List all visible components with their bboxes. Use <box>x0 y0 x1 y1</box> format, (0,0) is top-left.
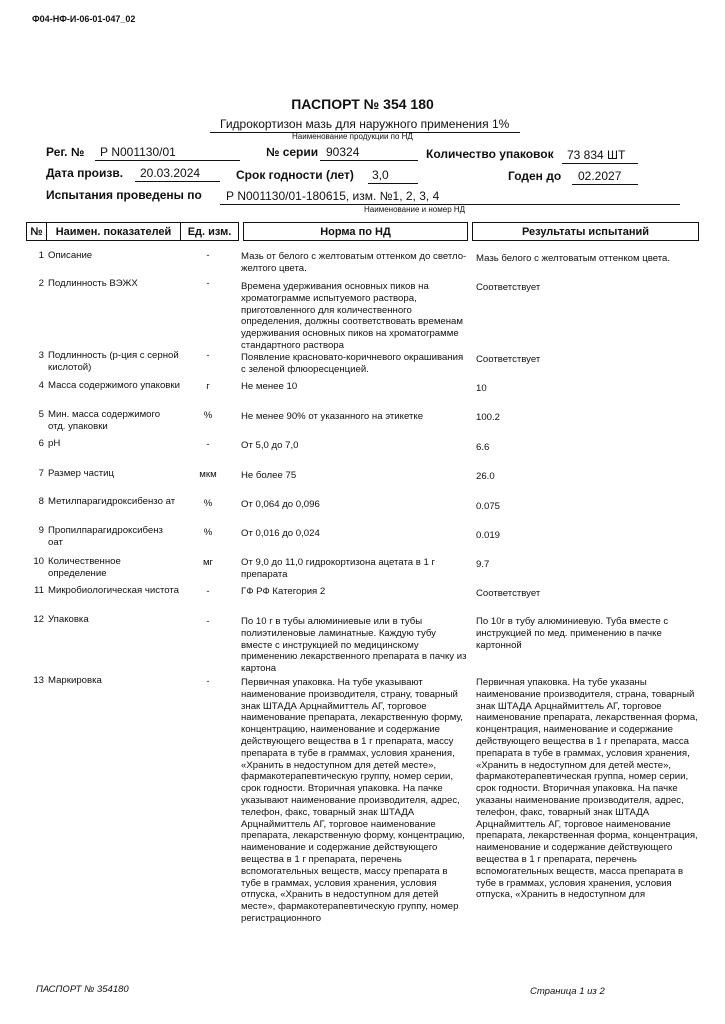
row-7-unit: мкм <box>199 469 217 480</box>
row-3-result: Соответствует <box>476 354 541 365</box>
row-12-unit: - <box>206 616 210 627</box>
row-3-name: Подлинность (р-ция с серной кислотой) <box>48 350 179 373</box>
row-7-norm: Не более 75 <box>241 470 297 481</box>
row-6-result: 6.6 <box>476 442 490 453</box>
reg-underline <box>95 160 240 161</box>
row-13-result: Первичная упаковка. На тубе указаны наименование производителя, страна, товарный знак ШТАДА Арцнаймиттель АГ, торговое наименование препарата, лекарственная форма, концентрация, наименование и содержание действующего вещества в 1 г препарата, масса препарата в тубе в граммах, условия хранения, «Хранить в недоступном для детей месте», фармакотерапевтическая группа, номер серии, срок годности. Вторичная упаковка. На пачке указаны наименование производителя, адрес, телефон, факс, товарный знак ШТАДА Арцнаймиттель АГ, торговое наименование препарата, лекарственная форма, концентрация, наименование и содержание действующего вещества в 1 г препарата, перечень вспомогательных веществ, масса препарата в тубе в граммах, условия хранения, условия отпуска, «Хранить в недоступном для <box>476 677 698 901</box>
passport-title: ПАСПОРТ № 354 180 <box>291 96 434 112</box>
row-4-result: 10 <box>476 383 487 394</box>
row-6-norm: От 5,0 до 7,0 <box>241 440 299 451</box>
reg-label: Рег. № <box>46 145 85 159</box>
valid-label: Годен до <box>508 169 562 183</box>
row-7-no: 7 <box>38 468 44 479</box>
row-11-unit: - <box>206 586 210 597</box>
row-3-norm: Появление красновато-коричневого окрашивания с зеленой флюоресценцией. <box>241 352 464 375</box>
row-1-norm: Мазь от белого с желтоватым оттенком до светло-желтого цвета. <box>241 251 467 274</box>
qty-value: 73 834 ШТ <box>567 148 626 162</box>
date-value: 20.03.2024 <box>140 166 201 180</box>
series-underline <box>320 160 418 161</box>
row-1-no: 1 <box>38 250 44 261</box>
row-10-norm: От 9,0 до 11,0 гидрокортизона ацетата в 1 г препарата <box>241 557 436 580</box>
row-11-norm: ГФ РФ Категория 2 <box>241 586 326 597</box>
row-4-norm: Не менее 10 <box>241 381 298 392</box>
product-caption: Наименование продукции по НД <box>292 132 413 141</box>
series-value: 90324 <box>326 145 360 159</box>
series-label: № серии <box>266 145 319 159</box>
row-9-norm: От 0,016 до 0,024 <box>241 528 320 539</box>
tests-label: Испытания проведены по <box>46 188 202 202</box>
row-1-name: Описание <box>48 250 93 261</box>
row-10-no: 10 <box>33 556 44 567</box>
valid-underline <box>572 184 638 185</box>
header-no: № <box>27 223 47 241</box>
row-9-result: 0.019 <box>476 530 501 541</box>
row-8-unit: % <box>203 498 213 509</box>
row-9-name: Пропилпарагидроксибенз оат <box>48 525 163 548</box>
row-2-name: Подлинность ВЭЖХ <box>48 278 138 289</box>
row-11-name: Микробиологическая чистота <box>48 585 180 596</box>
row-12-name: Упаковка <box>48 614 89 625</box>
row-2-norm: Времена удерживания основных пиков на хроматограмме испытуемого раствора, приготовленного для количественного определения, должны соответствовать временам удерживания основных пиков на хроматограмме стандартного раствора <box>241 281 463 351</box>
row-13-norm: Первичная упаковка. На тубе указывают наименование производителя, страну, товарный знак ШТАДА Арцнаймиттель АГ, торговое наименование препарата, лекарственную форму, концентрацию, наименование и содержание действующего вещества в 1 г препарата, массу препарата в тубе в граммах, условия хранения, «Хранить в недоступном для детей месте», фармакотерапевтическую группу, номер серии, срок годности. Вторичная упаковка. На пачке указывают наименование производителя, адрес, телефон, факс, товарный знак ШТАДА Арцнаймиттель АГ, торговое наименование препарата, лекарственную форму, концентрацию, наименование и содержание действующего вещества в 1 г препарата, перечень вспомогательных веществ, массу препарата в тубе в граммах, условия хранения, условия отпуска, «Хранить в недоступном для детей месте», фармакотерапевтическую группу, номер регистрационного <box>241 677 465 924</box>
row-12-norm: По 10 г в тубы алюминиевые или в тубы полиэтиленовые ламинатные. Каждую тубу вместе с инструкцией по медицинскому применению лекарственного препарата в пачку из картона <box>241 616 467 675</box>
header-norm: Норма по НД <box>244 223 468 241</box>
row-8-no: 8 <box>38 496 44 507</box>
row-2-no: 2 <box>38 278 44 289</box>
document-code: Ф04-НФ-И-06-01-047_02 <box>32 14 136 24</box>
row-8-name: Метилпарагидроксибензо ат <box>48 496 176 507</box>
valid-value: 02.2027 <box>578 169 622 183</box>
row-9-unit: % <box>203 527 213 538</box>
results-table-header <box>26 222 699 241</box>
row-8-result: 0.075 <box>476 501 501 512</box>
reg-value: Р N001130/01 <box>100 145 176 159</box>
shelf-label: Срок годности (лет) <box>236 168 354 182</box>
row-6-no: 6 <box>38 438 44 449</box>
row-4-no: 4 <box>38 380 44 391</box>
qty-underline <box>562 163 638 164</box>
qty-label: Количество упаковок <box>426 147 554 161</box>
header-result: Результаты испытаний <box>473 223 699 241</box>
row-7-name: Размер частиц <box>48 468 115 479</box>
row-5-no: 5 <box>38 409 44 420</box>
row-11-result: Соответствует <box>476 588 541 599</box>
row-12-result: По 10г в тубу алюминиевую. Туба вместе с инструкцией по мед. применению в пачке картонной <box>476 616 669 651</box>
row-5-name: Мин. масса содержимого отд. упаковки <box>48 409 161 432</box>
row-3-unit: - <box>206 350 210 361</box>
row-9-no: 9 <box>38 525 44 536</box>
row-10-name: Количественное определение <box>48 556 121 579</box>
footer-passport-number: ПАСПОРТ № 354180 <box>36 984 129 995</box>
product-name: Гидрокортизон мазь для наружного применения 1% <box>220 117 510 131</box>
row-10-result: 9.7 <box>476 559 490 570</box>
row-7-result: 26.0 <box>476 471 495 482</box>
tests-value: Р N001130/01-180615, изм. №1, 2, 3, 4 <box>226 189 440 203</box>
row-2-unit: - <box>206 278 210 289</box>
row-3-no: 3 <box>38 350 44 361</box>
row-1-result: Мазь белого с желтоватым оттенком цвета. <box>476 253 671 264</box>
row-4-unit: г <box>206 381 210 392</box>
shelf-underline <box>368 183 418 184</box>
footer-page-indicator: Страница 1 из 2 <box>530 986 605 997</box>
row-1-unit: - <box>206 250 210 261</box>
header-name: Наимен. показателей <box>47 223 181 241</box>
shelf-value: 3,0 <box>372 168 389 182</box>
row-11-no: 11 <box>34 585 44 596</box>
date-label: Дата произв. <box>46 166 124 180</box>
row-8-norm: От 0,064 до 0,096 <box>241 499 320 510</box>
tests-caption: Наименование и номер НД <box>364 205 466 214</box>
row-5-norm: Не менее 90% от указанного на этикетке <box>241 411 424 422</box>
row-4-name: Масса содержимого упаковки <box>48 380 180 391</box>
header-unit: Ед. изм. <box>181 223 239 241</box>
row-13-unit: - <box>206 676 210 687</box>
date-underline <box>135 181 220 182</box>
row-6-unit: - <box>206 439 210 450</box>
row-12-no: 12 <box>33 614 44 625</box>
row-2-result: Соответствует <box>476 282 541 293</box>
row-13-no: 13 <box>33 675 44 686</box>
row-13-name: Маркировка <box>48 675 102 686</box>
row-5-unit: % <box>203 410 213 421</box>
row-5-result: 100.2 <box>476 412 501 423</box>
row-6-name: pH <box>48 438 61 449</box>
row-10-unit: мг <box>202 557 214 568</box>
